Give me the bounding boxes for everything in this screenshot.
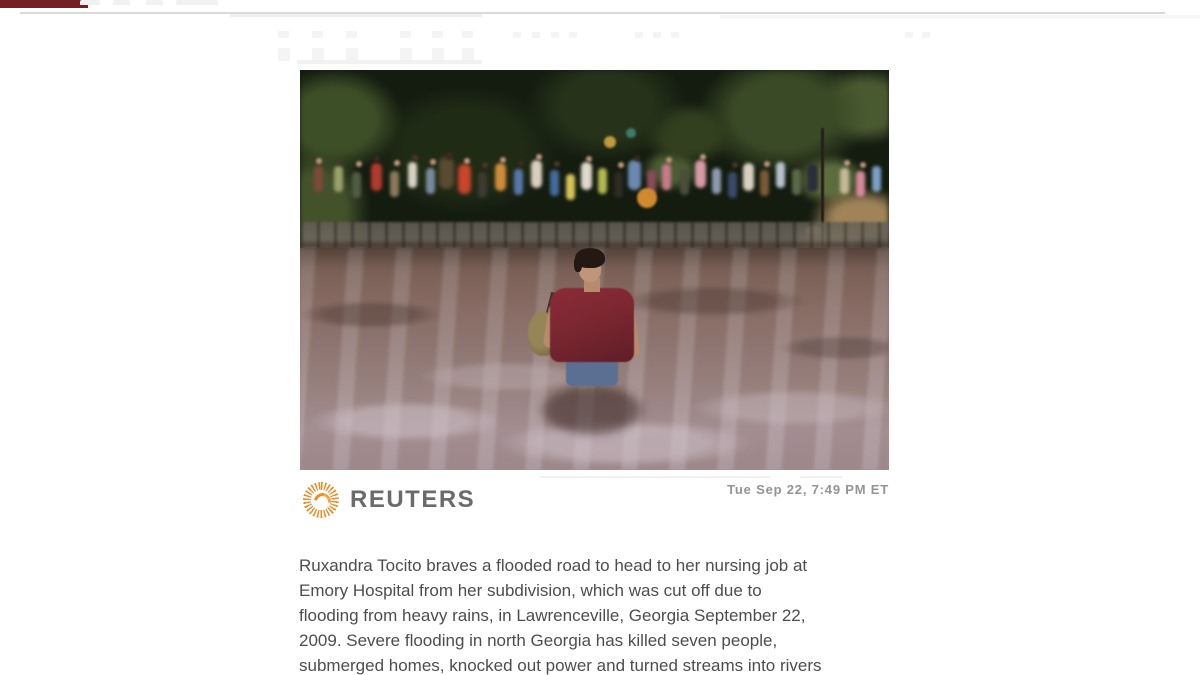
caption-line: Emory Hospital from her subdivision, which was cut off due to bbox=[299, 581, 762, 600]
photo-credit-row bbox=[300, 480, 889, 522]
ghost-tab bbox=[80, 0, 100, 5]
ghost-tab bbox=[113, 0, 130, 5]
ghost-nav-item bbox=[635, 32, 643, 38]
green-lamp bbox=[626, 128, 636, 138]
onlooker-crowd-heads bbox=[316, 158, 322, 164]
onlooker-crowd bbox=[314, 166, 323, 192]
ghost-nav-item bbox=[346, 31, 357, 38]
top-divider bbox=[20, 12, 1165, 14]
ghost-toolbar-line bbox=[540, 476, 770, 478]
ghost-nav-item bbox=[312, 31, 323, 38]
top-divider-segment bbox=[230, 14, 482, 17]
ghost-nav-item bbox=[551, 32, 559, 38]
ghost-nav-item bbox=[905, 32, 913, 38]
woman-hair-side bbox=[574, 256, 582, 272]
orange-ball bbox=[637, 188, 657, 208]
photo-caption bbox=[299, 553, 909, 675]
flood-photo[interactable] bbox=[300, 70, 889, 470]
reuters-logo[interactable] bbox=[303, 482, 475, 518]
photo-timestamp: Tue Sep 22, 7:49 PM ET bbox=[727, 482, 889, 497]
ghost-nav-band bbox=[297, 60, 482, 64]
ghost-toolbar-line bbox=[800, 476, 842, 478]
ghost-nav-item bbox=[278, 48, 290, 61]
reuters-wordmark: REUTERS bbox=[350, 486, 476, 513]
wading-woman-figure bbox=[522, 248, 662, 440]
caption-line: flooding from heavy rains, in Lawrenceville, Georgia September 22, bbox=[299, 606, 806, 625]
ghost-nav-item bbox=[569, 32, 577, 38]
reuters-sunburst-icon bbox=[303, 482, 339, 518]
caption-line: submerged homes, knocked out power and turned streams into rivers bbox=[299, 656, 822, 675]
ghost-nav-item bbox=[922, 32, 930, 38]
ghost-nav-item bbox=[432, 31, 443, 38]
ghost-nav-item bbox=[653, 32, 661, 38]
ghost-nav-item bbox=[532, 32, 540, 38]
ghost-nav-item bbox=[462, 31, 473, 38]
yellow-lamp bbox=[604, 136, 616, 148]
ghost-nav-item bbox=[278, 31, 289, 38]
top-divider-faint bbox=[720, 15, 1200, 19]
ghost-nav-item bbox=[400, 31, 411, 38]
ghost-tab bbox=[176, 0, 218, 5]
top-accent-bar bbox=[0, 0, 88, 8]
woman-maroon-shirt bbox=[550, 288, 634, 362]
ghost-tab bbox=[146, 0, 163, 5]
ghost-nav-item bbox=[513, 32, 521, 38]
ghost-nav-item bbox=[671, 32, 679, 38]
woman-jeans bbox=[566, 358, 618, 386]
woman-reflection bbox=[540, 384, 644, 436]
caption-line: Ruxandra Tocito braves a flooded road to head to her nursing job at bbox=[299, 556, 808, 575]
caption-line: 2009. Severe flooding in north Georgia has killed seven people, bbox=[299, 631, 778, 650]
